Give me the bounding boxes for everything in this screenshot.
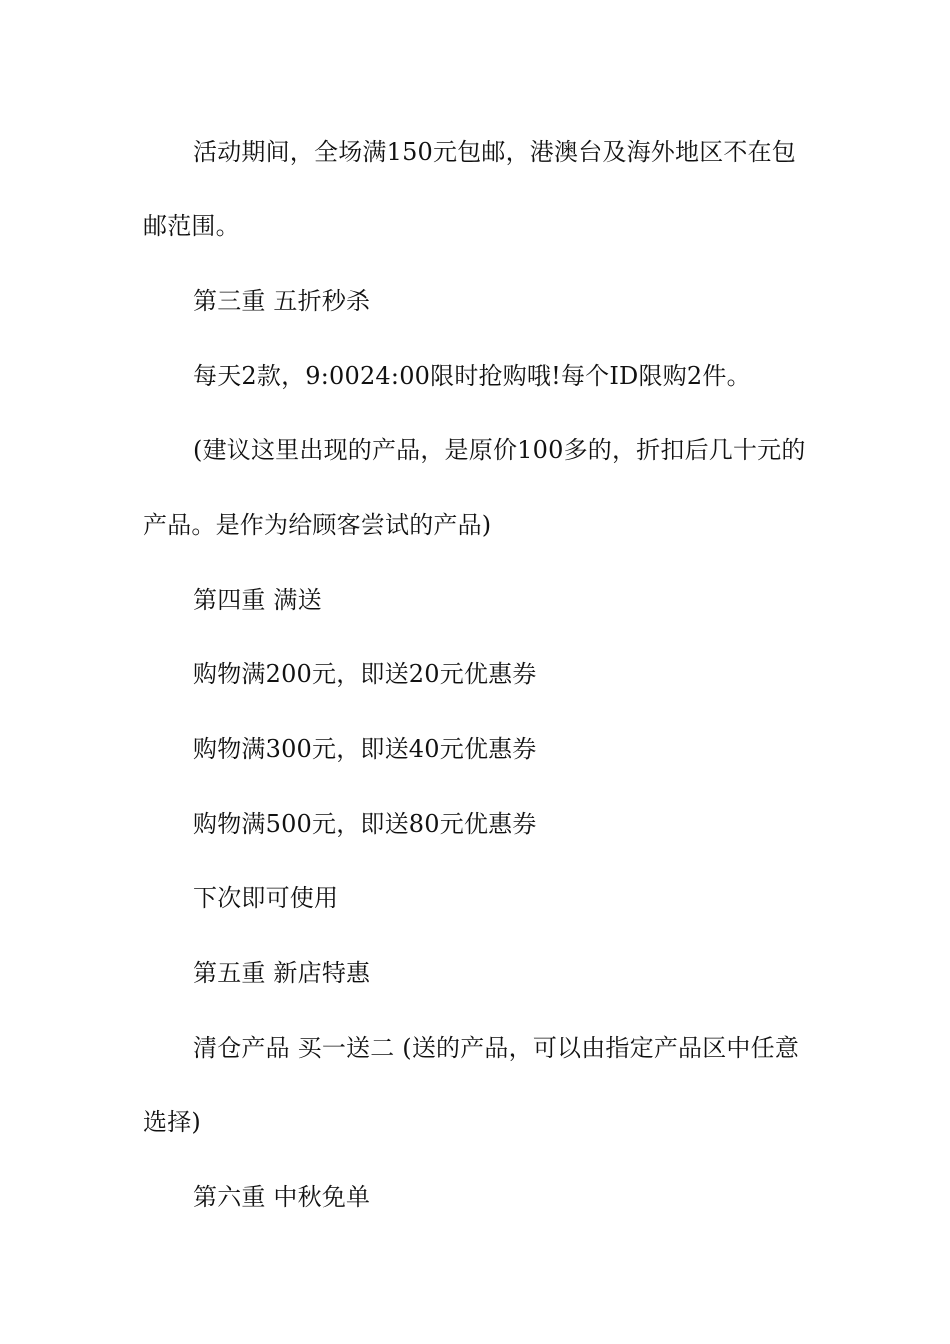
section-heading: 第四重 满送	[193, 586, 322, 614]
section-heading: 第三重 五折秒杀	[193, 287, 371, 315]
paragraph-line: 购物满500元，即送80元优惠券	[193, 810, 537, 838]
paragraph-line: 清仓产品 买一送二 (送的产品，可以由指定产品区中任意	[193, 1034, 800, 1062]
paragraph-line: 下次即可使用	[193, 884, 339, 912]
paragraph-line: 每天2款，9:0024:00限时抢购哦!每个ID限购2件。	[193, 362, 751, 390]
paragraph-line: 活动期间，全场满150元包邮，港澳台及海外地区不在包	[193, 138, 797, 166]
paragraph-line: 购物满300元，即送40元优惠券	[193, 735, 537, 763]
section-heading: 第六重 中秋免单	[193, 1183, 371, 1211]
paragraph-line: 选择)	[143, 1108, 201, 1136]
section-heading: 第五重 新店特惠	[193, 959, 371, 987]
paragraph-line: 购物满200元，即送20元优惠券	[193, 660, 537, 688]
paragraph-line: 产品。是作为给顾客尝试的产品)	[143, 511, 492, 539]
paragraph-line: (建议这里出现的产品，是原价100多的，折扣后几十元的	[193, 436, 806, 464]
paragraph-line: 邮范围。	[143, 212, 240, 240]
